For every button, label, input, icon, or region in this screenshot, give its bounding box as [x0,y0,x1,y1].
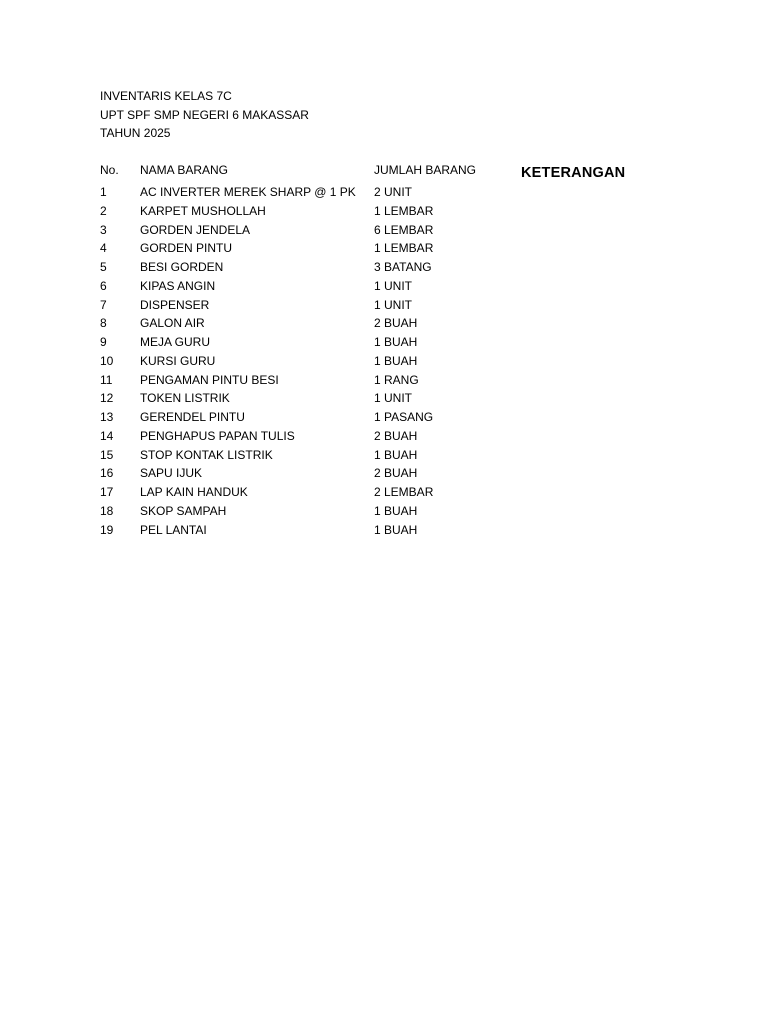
table-row [0,390,768,409]
table-row [0,428,768,447]
item-name: KARPET MUSHOLLAH [140,203,266,218]
item-quantity: 1 BUAH [374,353,418,368]
item-quantity: 6 LEMBAR [374,222,434,237]
item-quantity: 2 BUAH [374,466,418,481]
table-row [0,484,768,503]
item-quantity: 1 UNIT [374,297,413,312]
column-header-name: NAMA BARANG [140,163,229,177]
item-name: GORDEN JENDELA [140,222,251,237]
item-quantity: 1 BUAH [374,447,418,462]
item-name: BESI GORDEN [140,260,224,274]
table-row [0,503,768,522]
table-row [0,297,768,316]
item-number: 4 [100,241,107,256]
item-name: GALON AIR [140,316,205,331]
inventory-table-body [0,184,768,540]
column-header-qty: JUMLAH BARANG [374,163,477,177]
item-quantity: 1 UNIT [374,391,413,406]
table-row [0,184,768,203]
column-header-no: No. [100,163,119,177]
item-name: KURSI GURU [140,353,216,368]
table-row [0,353,768,372]
item-name: MEJA GURU [140,335,211,349]
item-name: STOP KONTAK LISTRIK [140,447,273,462]
item-number: 6 [100,278,107,293]
table-row [0,278,768,297]
item-quantity: 2 UNIT [374,185,413,199]
item-name: GERENDEL PINTU [140,410,245,424]
item-number: 19 [100,522,114,537]
item-quantity: 1 LEMBAR [374,203,434,218]
item-name: TOKEN LISTRIK [140,391,230,406]
item-name: AC INVERTER MEREK SHARP @ 1 PK [140,185,356,199]
item-quantity: 1 BUAH [374,335,418,349]
item-number: 7 [100,297,107,312]
table-row [0,315,768,334]
item-number: 16 [100,466,114,481]
item-quantity: 1 BUAH [374,522,418,537]
item-number: 5 [100,260,107,274]
item-quantity: 1 BUAH [374,503,418,518]
item-number: 17 [100,485,114,499]
document-year: TAHUN 2025 [100,126,171,140]
item-number: 18 [100,503,114,518]
item-number: 15 [100,447,114,462]
item-name: LAP KAIN HANDUK [140,485,248,499]
item-number: 13 [100,410,114,424]
item-name: PENGHAPUS PAPAN TULIS [140,428,295,443]
table-row [0,409,768,428]
table-row [0,372,768,391]
item-number: 11 [100,372,113,387]
item-number: 8 [100,316,107,331]
item-quantity: 1 UNIT [374,278,413,293]
item-number: 14 [100,428,114,443]
column-header-note: KETERANGAN [521,165,626,181]
item-quantity: 2 BUAH [374,428,418,443]
table-row [0,240,768,259]
item-number: 10 [100,353,114,368]
item-quantity: 3 BATANG [374,260,432,274]
item-number: 1 [100,185,107,199]
item-quantity: 1 RANG [374,372,419,387]
school-name: UPT SPF SMP NEGERI 6 MAKASSAR [100,108,309,122]
table-row [0,334,768,353]
item-quantity: 1 PASANG [374,410,434,424]
item-number: 9 [100,335,107,349]
table-row [0,222,768,241]
item-name: SAPU IJUK [140,466,203,481]
table-row [0,259,768,278]
document-title: INVENTARIS KELAS 7C [100,89,232,103]
item-name: GORDEN PINTU [140,241,233,256]
table-row [0,447,768,466]
table-row [0,522,768,541]
item-name: SKOP SAMPAH [140,503,227,518]
item-name: DISPENSER [140,297,210,312]
item-quantity: 1 LEMBAR [374,241,434,256]
item-number: 12 [100,391,114,406]
table-row [0,203,768,222]
item-name: KIPAS ANGIN [140,278,216,293]
item-number: 3 [100,222,107,237]
table-row [0,465,768,484]
item-name: PENGAMAN PINTU BESI [140,372,279,387]
item-name: PEL LANTAI [140,522,207,537]
item-number: 2 [100,203,107,218]
item-quantity: 2 BUAH [374,316,418,331]
item-quantity: 2 LEMBAR [374,485,434,499]
